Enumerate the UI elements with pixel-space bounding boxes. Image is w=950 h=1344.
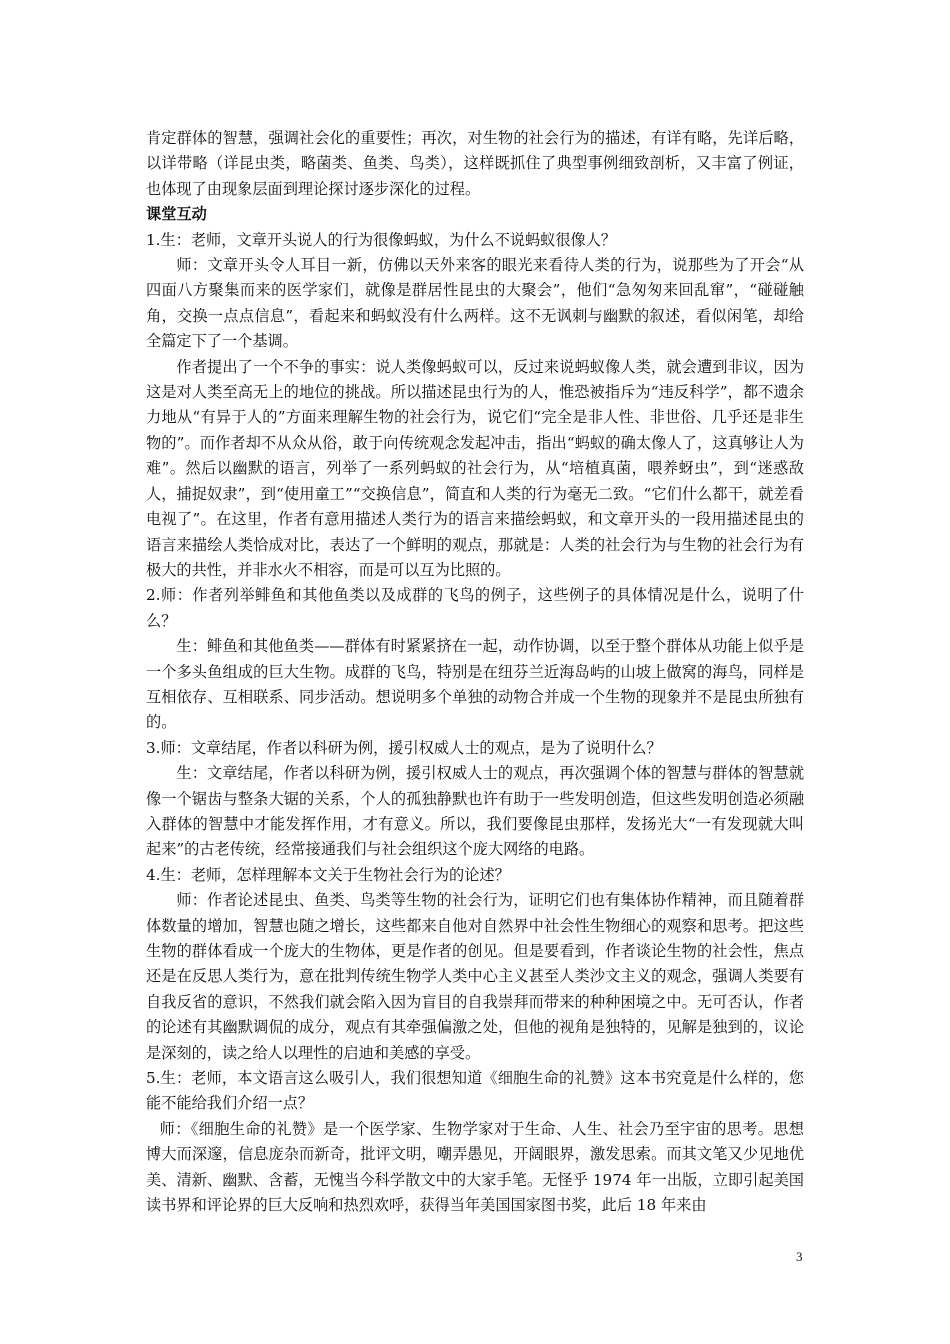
document-body (146, 126, 804, 1218)
answer-2: 生：鲱鱼和其他鱼类——群体有时紧紧挤在一起，动作协调，以至于整个群体从功能上似乎是一个多头鱼组成的巨大生物。成群的飞鸟，特别是在纽芬兰近海岛屿的山坡上做窝的海鸟，同样是互相依存、互相联系、同步活动。想说明多个单独的动物合并成一个生物的现象并不是昆虫所独有的。 (146, 637, 804, 732)
question-2: 2.师：作者列举鲱鱼和其他鱼类以及成群的飞鸟的例子，这些例子的具体情况是什么，说明了什么？ (146, 586, 804, 630)
question-5: 5.生：老师，本文语言这么吸引人，我们很想知道《细胞生命的礼赞》这本书究竟是什么样的，您能不能给我们介绍一点？ (146, 1069, 804, 1113)
question-1: 1.生：老师，文章开头说人的行为很像蚂蚁，为什么不说蚂蚁很像人？ (146, 230, 617, 249)
section-heading: 课堂互动 (146, 205, 207, 224)
intro-paragraph: 肯定群体的智慧，强调社会化的重要性；再次，对生物的社会行为的描述，有详有略，先详后略，以详带略（详昆虫类，略菌类、鱼类、鸟类），这样既抓住了典型事例细致剖析，又丰富了例证，也体现了由现象层面到理论探讨逐步深化的过程。 (146, 129, 804, 198)
answer-4: 师：作者论述昆虫、鱼类、鸟类等生物的社会行为，证明它们也有集体协作精神，而且随着群体数量的增加，智慧也随之增长，这些都来自他对自然界中社会性生物细心的观察和思考。把这些生物的群体看成一个庞大的生物体，更是作者的创见。但是要看到，作者谈论生物的社会性，焦点还是在反思人类行为，意在批判传统生物学人类中心主义甚至人类沙文主义的观念，强调人类要有自我反省的意识，不然我们就会陷入因为盲目的自我崇拜而带来的种种困境之中。无可否认，作者的论述有其幽默调侃的成分，观点有其牵强偏激之处，但他的视角是独特的，见解是独到的，议论是深刻的，读之给人以理性的启迪和美感的享受。 (146, 891, 804, 1062)
question-4: 4.生：老师，怎样理解本文关于生物社会行为的论述？ (146, 865, 510, 884)
question-3: 3.师：文章结尾，作者以科研为例，援引权威人士的观点，是为了说明什么？ (146, 738, 662, 757)
answer-1-paragraph-1: 师：文章开头令人耳目一新，仿佛以天外来客的眼光来看待人类的行为，说那些为了开会“从四面八方聚集而来的医学家们，就像是群居性昆虫的大聚会”，他们“急匆匆来回乱窜”，“碰碰触角，交换一点点信息”，看起来和蚂蚁没有什么两样。这不无讽刺与幽默的叙述，看似闲笔，却给全篇定下了一个基调。 (146, 256, 804, 351)
answer-1-paragraph-2: 作者提出了一个不争的事实：说人类像蚂蚁可以，反过来说蚂蚁像人类，就会遭到非议，因为这是对人类至高无上的地位的挑战。所以描述昆虫行为的人，惟恐被指斥为“违反科学”，都不遗余力地从“有异于人的”方面来理解生物的社会行为，说它们“完全是非人性、非世俗、几乎还是非生物的”。而作者却不从众从俗，敢于向传统观念发起冲击，指出“蚂蚁的确太像人了，这真够让人为难”。然后以幽默的语言，列举了一系列蚂蚁的社会行为，从“培植真菌，喂养蚜虫”，到“迷惑敌人，捕捉奴隶”，到“使用童工”“交换信息”，简直和人类的行为毫无二致。“它们什么都干，就差看电视了”。在这里，作者有意用描述人类行为的语言来描绘蚂蚁，和文章开头的一段用描述昆虫的语言来描绘人类恰成对比，表达了一个鲜明的观点，那就是：人类的社会行为与生物的社会行为有极大的共性，并非水火不相容，而是可以互为比照的。 (146, 357, 804, 579)
answer-3: 生：文章结尾，作者以科研为例，援引权威人士的观点，再次强调个体的智慧与群体的智慧就像一个锯齿与整条大锯的关系，个人的孤独静默也许有助于一些发明创造，但这些发明创造必须融入群体的智慧中才能发挥作用，才有意义。所以，我们要像昆虫那样，发扬光大“一有发现就大叫起来”的古老传统，经常接通我们与社会组织这个庞大网络的电路。 (146, 764, 804, 859)
page-number: 3 (796, 1249, 803, 1264)
answer-5: 师：《细胞生命的礼赞》是一个医学家、生物学家对于生命、人生、社会乃至宇宙的思考。思想博大而深邃，信息庞杂而新奇，批评文明，嘲弄愚见，开阔眼界，激发思索。而其文笔又少见地优美、清新、幽默、含蓄，无愧当今科学散文中的大家手笔。无怪乎 1974 年一出版，立即引起美国读书界和评论界的巨大反响和热烈欢呼，获得当年美国国家图书奖，此后 18 年来由 (146, 1119, 804, 1215)
